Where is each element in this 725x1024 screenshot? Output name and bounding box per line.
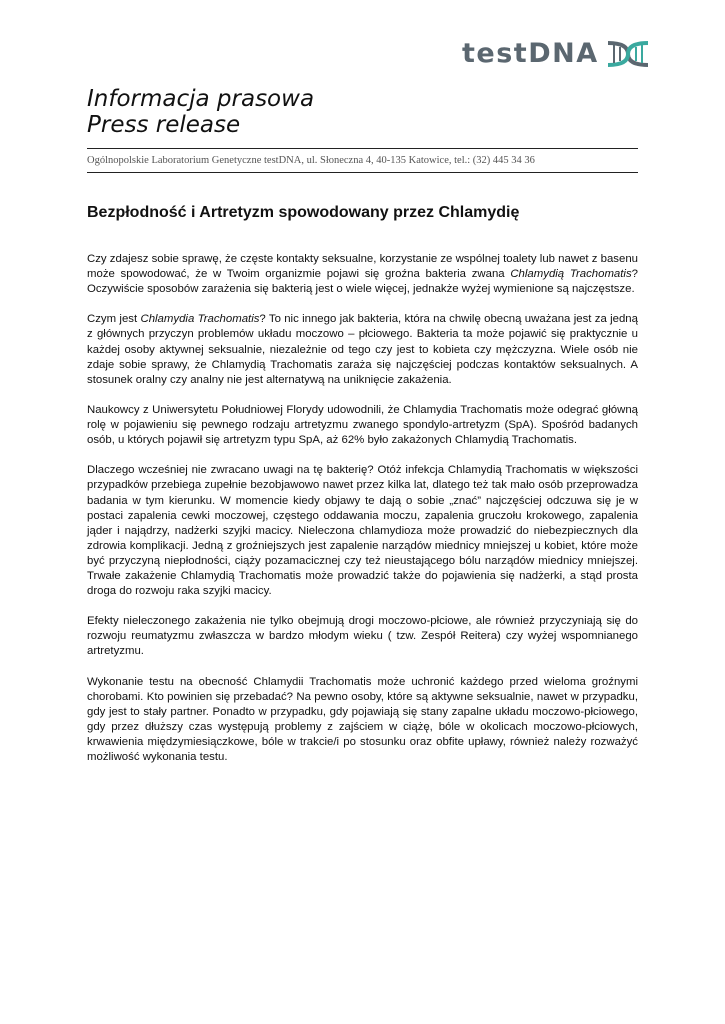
- paragraph: Wykonanie testu na obecność Chlamydii Trachomatis może uchronić każdego przed wieloma groźnymi chorobami. Kto powinien się przebadać? Na pewno osoby, które są aktywne seksualnie, nawet w przypadku, gdy jest to stały partner. Ponadto w przypadku, gdy pojawiają się stany zapalne układu moczowo-płciowego, gdy przez dłuższy czas występują problemy z zajściem w ciążę, bóle w okolicach moczowo-płciowych, krwawienia międzymiesiączkowe, bóle w trakcie/i po stosunku oraz obfite upławy, również należy rozważyć możliwość wykonania testu.: [87, 675, 638, 764]
- paragraph: Czy zdajesz sobie sprawę, że częste kontakty seksualne, korzystanie ze wspólnej toalety lub nawet z basenu może spowodować, że w Twoim organizmie pojawi się groźna bakteria zwana Chlamydią Trachomatis? Oczywiście sposobów zarażenia się bakterią jest o wiele więcej, jednakże wyżej wymienione są najczęstsze.: [87, 253, 638, 296]
- paragraph: Czym jest Chlamydia Trachomatis? To nic innego jak bakteria, która na chwilę obecną uważana jest za jedną z głównych przyczyn problemów układu moczowo – płciowego. Bakteria ta może pojawić się praktycznie u każdej osoby aktywnej seksualnie, niezależnie od tego czy jest to kobieta czy mężczyzna. Wiele osób nie zdaje sobie sprawy, że Chlamydią Trachomatis zaraża się najczęściej podczas kontaktów seksualnych. A stosunek oralny czy analny nie jest alternatywą na uniknięcie zakażenia.: [87, 313, 638, 386]
- dna-helix-icon: [605, 39, 651, 69]
- article-body: [87, 252, 638, 780]
- divider-bottom: [87, 172, 638, 173]
- paragraph: Efekty nieleczonego zakażenia nie tylko obejmują drogi moczowo-płciowe, ale również przyczyniają się do rozwoju reumatyzmu zwłaszcza w bardzo młodym wieku ( tzw. Zespół Reitera) czy wyżej wspomnianego artretyzmu.: [87, 615, 638, 658]
- lab-address: Ogólnopolskie Laboratorium Genetyczne testDNA, ul. Słoneczna 4, 40-135 Katowice, tel.: (32) 445 34 36: [87, 155, 535, 166]
- paragraph: Naukowcy z Uniwersytetu Południowej Florydy udowodnili, że Chlamydia Trachomatis może odegrać główną rolę w pojawieniu się pewnego rodzaju artretyzmu zwanego spondylo-artretyzm (SpA). Spośród badanych osób, u których pojawił się artretyzm typu SpA, aż 62% było zakażonych Chlamydią Trachomatis.: [87, 403, 638, 447]
- press-release-heading: [87, 86, 314, 138]
- article-title: Bezpłodność i Artretyzm spowodowany przez Chlamydię: [87, 204, 520, 221]
- heading-line-english: Press release: [87, 112, 241, 138]
- testdna-logo: [462, 38, 651, 69]
- logo-text: testDNA: [462, 38, 599, 69]
- paragraph: Dlaczego wcześniej nie zwracano uwagi na tę bakterię? Otóż infekcja Chlamydią Trachomatis w większości przypadków przebiega zupełnie bezobjawowo nawet przez kilka lat, dlatego też tak mało osób przeprowadza badania w tym kierunku. W momencie kiedy objawy te dają o sobie „znać” najczęściej odczuwa się je w postaci zapalenia cewki moczowej, częstego oddawania moczu, zapalenia gruczołu krokowego, zapalenia jąder i najądrzy, nadżerki szyjki macicy. Nieleczona chlamydioza może prowadzić do niebezpiecznych dla zdrowia komplikacji. Jedną z groźniejszych jest zapalenie narządów miednicy mniejszej u kobiet, które może być przyczyną niepłodności, ciąży pozamacicznej czy też nieustającego bólu narządów miednicy mniejszej. Trwałe zakażenie Chlamydią Trachomatis może prowadzić także do pojawienia się nadżerki, a stąd prosta droga do rozwoju raka szyjki macicy.: [87, 464, 638, 598]
- heading-line-polish: Informacja prasowa: [87, 86, 315, 112]
- divider-top: [87, 148, 638, 149]
